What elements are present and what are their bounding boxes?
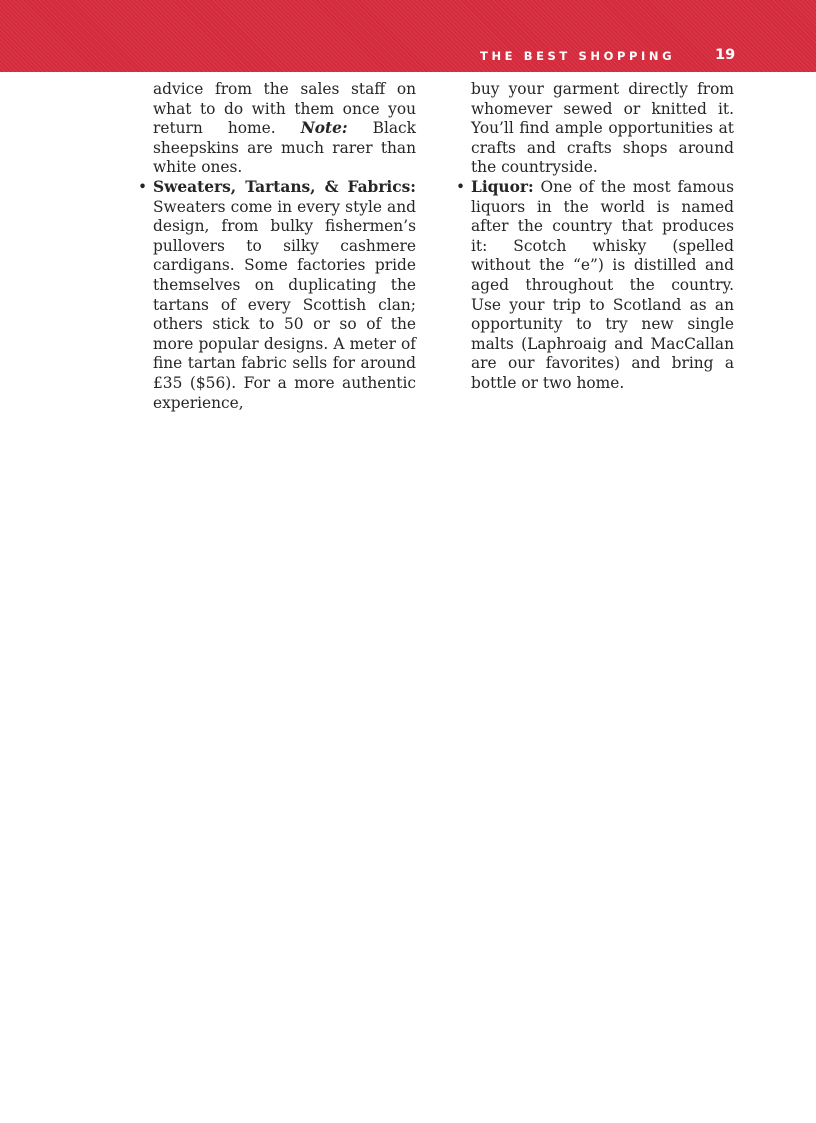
continuation-paragraph: buy your garment directly from whomever sewed or knitted it. You’ll find ample opportunities at crafts and crafts shops around the countryside. xyxy=(471,80,734,177)
item-term: Sweaters, Tartans, & Fabrics: xyxy=(153,177,416,196)
note-text: Black sheepskins are much rarer than white ones. xyxy=(153,119,417,177)
continuation-text: advice from the sales staff on what to do with them once you return home. xyxy=(153,80,416,138)
item-term: Liquor: xyxy=(471,177,534,196)
bullet-icon: • xyxy=(456,177,466,196)
item-text: One of the most famous liquors in the world is named after the country that produces it: Scotch whisky (spelled without the “e”) is distilled and aged throughout the country. Use your trip to Scotland as an opportunity to try new single malts (Laphroaig and MacCallan are our favorites) and bring a bottle or two home. xyxy=(471,177,734,392)
bullet-icon: • xyxy=(138,177,148,196)
note-label: Note: xyxy=(300,119,348,138)
item-text: Sweaters come in every style and design, from bulky fishermen’s pullovers to silky cashmere cardigans. Some factories pride themselves on duplicating the tartans of every Scottish clan; others stick to 50 or so of the more popular designs. A meter of fine tartan fabric sells for around £35 ($56). For a more authentic experience, xyxy=(153,197,416,412)
continuation-paragraph xyxy=(153,80,416,178)
right-column xyxy=(456,80,734,394)
header-band xyxy=(0,0,816,72)
list-item-liquor xyxy=(456,177,734,394)
page-number: 19 xyxy=(715,47,736,63)
list-item-sweaters xyxy=(138,177,416,413)
left-column xyxy=(138,80,417,413)
running-head: THE BEST SHOPPING xyxy=(480,49,676,63)
